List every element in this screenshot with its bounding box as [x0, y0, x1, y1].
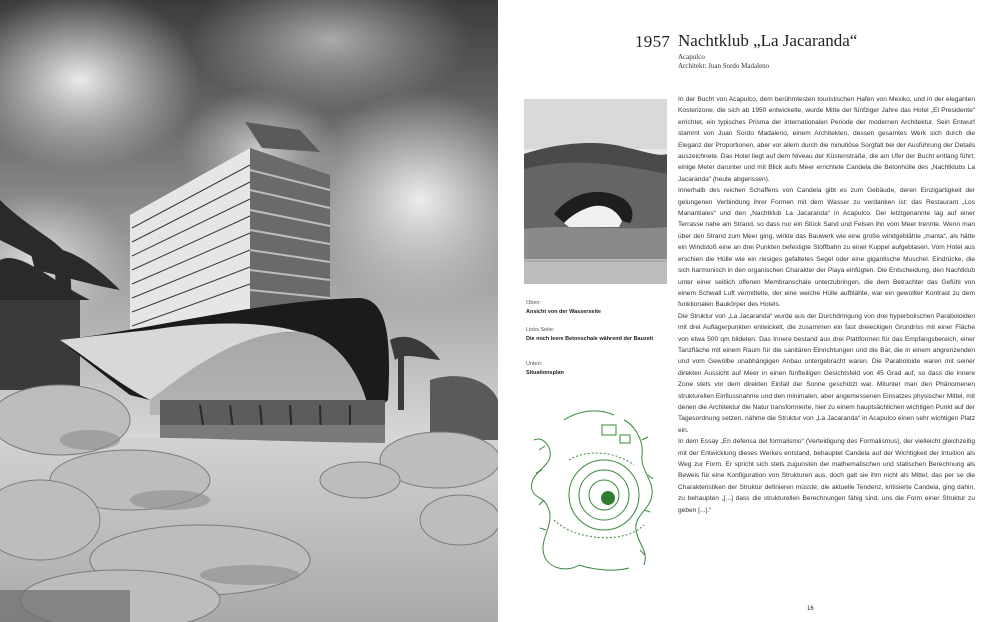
caption-text-left: Die noch leere Betonschale während der Bauzeit [526, 336, 654, 342]
location-text: Acapulco [678, 53, 705, 61]
text-page [498, 0, 1000, 622]
body-paragraph: In dem Essay „En defensa del formalismo“ (Verteidigung des Formalismus), der vielleicht gleichzeitig mit der Entwicklung dieses Werkes entstand, behauptet Candela auf der Wichtigkeit der Intuition als Weg zur Form. Er spricht sich stets zugunsten der mathematischen und statischen Berechnung als Beweis für eine Konfiguration von Strukturen aus, doch galt sie ihm nicht als Mittel, das per se die Charakteristiken der Struktur definieren müsste; die aktuelle Tendenz, kritisierte Candela, ging dahin, zu behaupten „[...] dass die strukturellen Berechnungen fähig sind, uns die Form einer Struktur zu geben [...].“ [678, 438, 975, 514]
site-plan-drawing [524, 400, 664, 582]
page-title: Nachtklub „La Jacaranda“ [678, 31, 858, 50]
body-paragraph: In der Bucht von Acapulco, dem berühmtesten touristischen Hafen von Mexiko, und in der eleganten Kostenzone, die sich ab 1950 entwickelte, wurde Mitte der fünfziger Jahre das Hotel „El Presidente“ errichtet, ein typisches Prisma der internationalen Periode der modernen Architektur. Sein Entwurf stammt von Juan Sordo Madaleno, einem Architekten, dessen gesamtes Werk sich durch die Eleganz der Proportionen, aber vor allem durch die minutiöse Sorgfalt bei der Ausführung der Details auszeichnete. Das Hotel liegt auf dem Niveau der Küstenstraße, die am Ufer der Bucht entlang führt; einige Meter darunter und mit Blick aufs Meer errichtete Candela die Betonhülle des „Nachtklubs La Jacaranda“ (heute abgerissen). [678, 96, 975, 183]
caption-text-top: Ansicht von der Wasserseite [526, 309, 601, 315]
body-text [678, 94, 975, 609]
year-heading: 1957 [635, 32, 671, 51]
main-photo-jacaranda-waterside [0, 0, 498, 622]
architect-text: Architekt: Juan Sordo Madaleno [678, 62, 770, 70]
caption-label-bottom: Unten: [526, 361, 543, 367]
page-number: 16 [807, 606, 814, 612]
caption-label-top: Oben: [526, 300, 541, 306]
caption-text-bottom: Situationsplan [526, 370, 564, 376]
construction-photo [524, 99, 667, 284]
body-paragraph: Innerhalb des reichen Schaffens von Candela gibt es zum Gebäude, deren Einzigartigkeit der gelungenen Verbindung ihrer Formen mit dem Wasser zu verdanken ist: das Restaurant „Los Manantiales“ und den „Nachtklub La Jacaranda“ in Acapulco. Der letztgenannte lag auf einer Terrasse nahe am Strand, so dass nur ein Stück Sand und Felsen ihn vom Meer trennte. Wenn man über den Strand zum Meer ging, wirkte das Bauwerk wie eine große windgeblähte „manta“, als hätte ein Windstoß eine an drei Punkten befestigte Stoffbahn zu einer Kuppel aufgeblasen. Vom Hotel aus erschien die Hülle wie ein riesiges gefaltetes Segel oder eine gigantische Muschel. Eindrücke, die sich harmonisch in den organischen Charakter der Playa einfügten. Die Entscheidung, den Nachtklub unter einer seitlich offenen Membranschale unterzubringen, die dem Betrachter das Gefühl von einem Schwall Luft vermittelte, der eine weiche Hülle aufblähte, war ein gewollter Kontrast zu dem funktionalen Baukörper des Hotels. [678, 187, 975, 309]
body-paragraph: Die Struktur von „La Jacaranda“ wurde aus der Durchdringung von drei hyperbolischen Paraboloiden mit drei Auflagerpunkten entwickelt, die zusammen ein fast dreieckigen Grundriss mit einer Fläche von etwa 500 qm bildeten. Das Innere bestand aus drei Plattformen für das Empfangsbereich, einer Tanzfläche mit einem Raum für die sanitären Einrichtungen und die Bar, die in einem angrenzenden und vom Gewölbe unabhängigen Anbau untergebracht waren. Die Paraboloide waren mit seiner direkten Aussicht auf Meer in einen fünfteiligen Gesichtsfeld von 45 Grad auf, so dass die innere Zone stets vor dem direkten Einfall der Sonne geschützt war. Mitunter man den Phänomenen strukturellen Einflussnahme und den minimalen, aber angemessenen Einsatzes physischer Mittel, mit denen die Architektur die Natur transformierte, hier zu einem hauptsächlichen wichtigen Punkt auf der Tagesordnung setzen, nähme die Struktur von „La Jacaranda“ in Acapulco einen sehr wichtigen Platz ein. [678, 312, 975, 434]
caption-label-left: Links Seite: [526, 327, 555, 333]
